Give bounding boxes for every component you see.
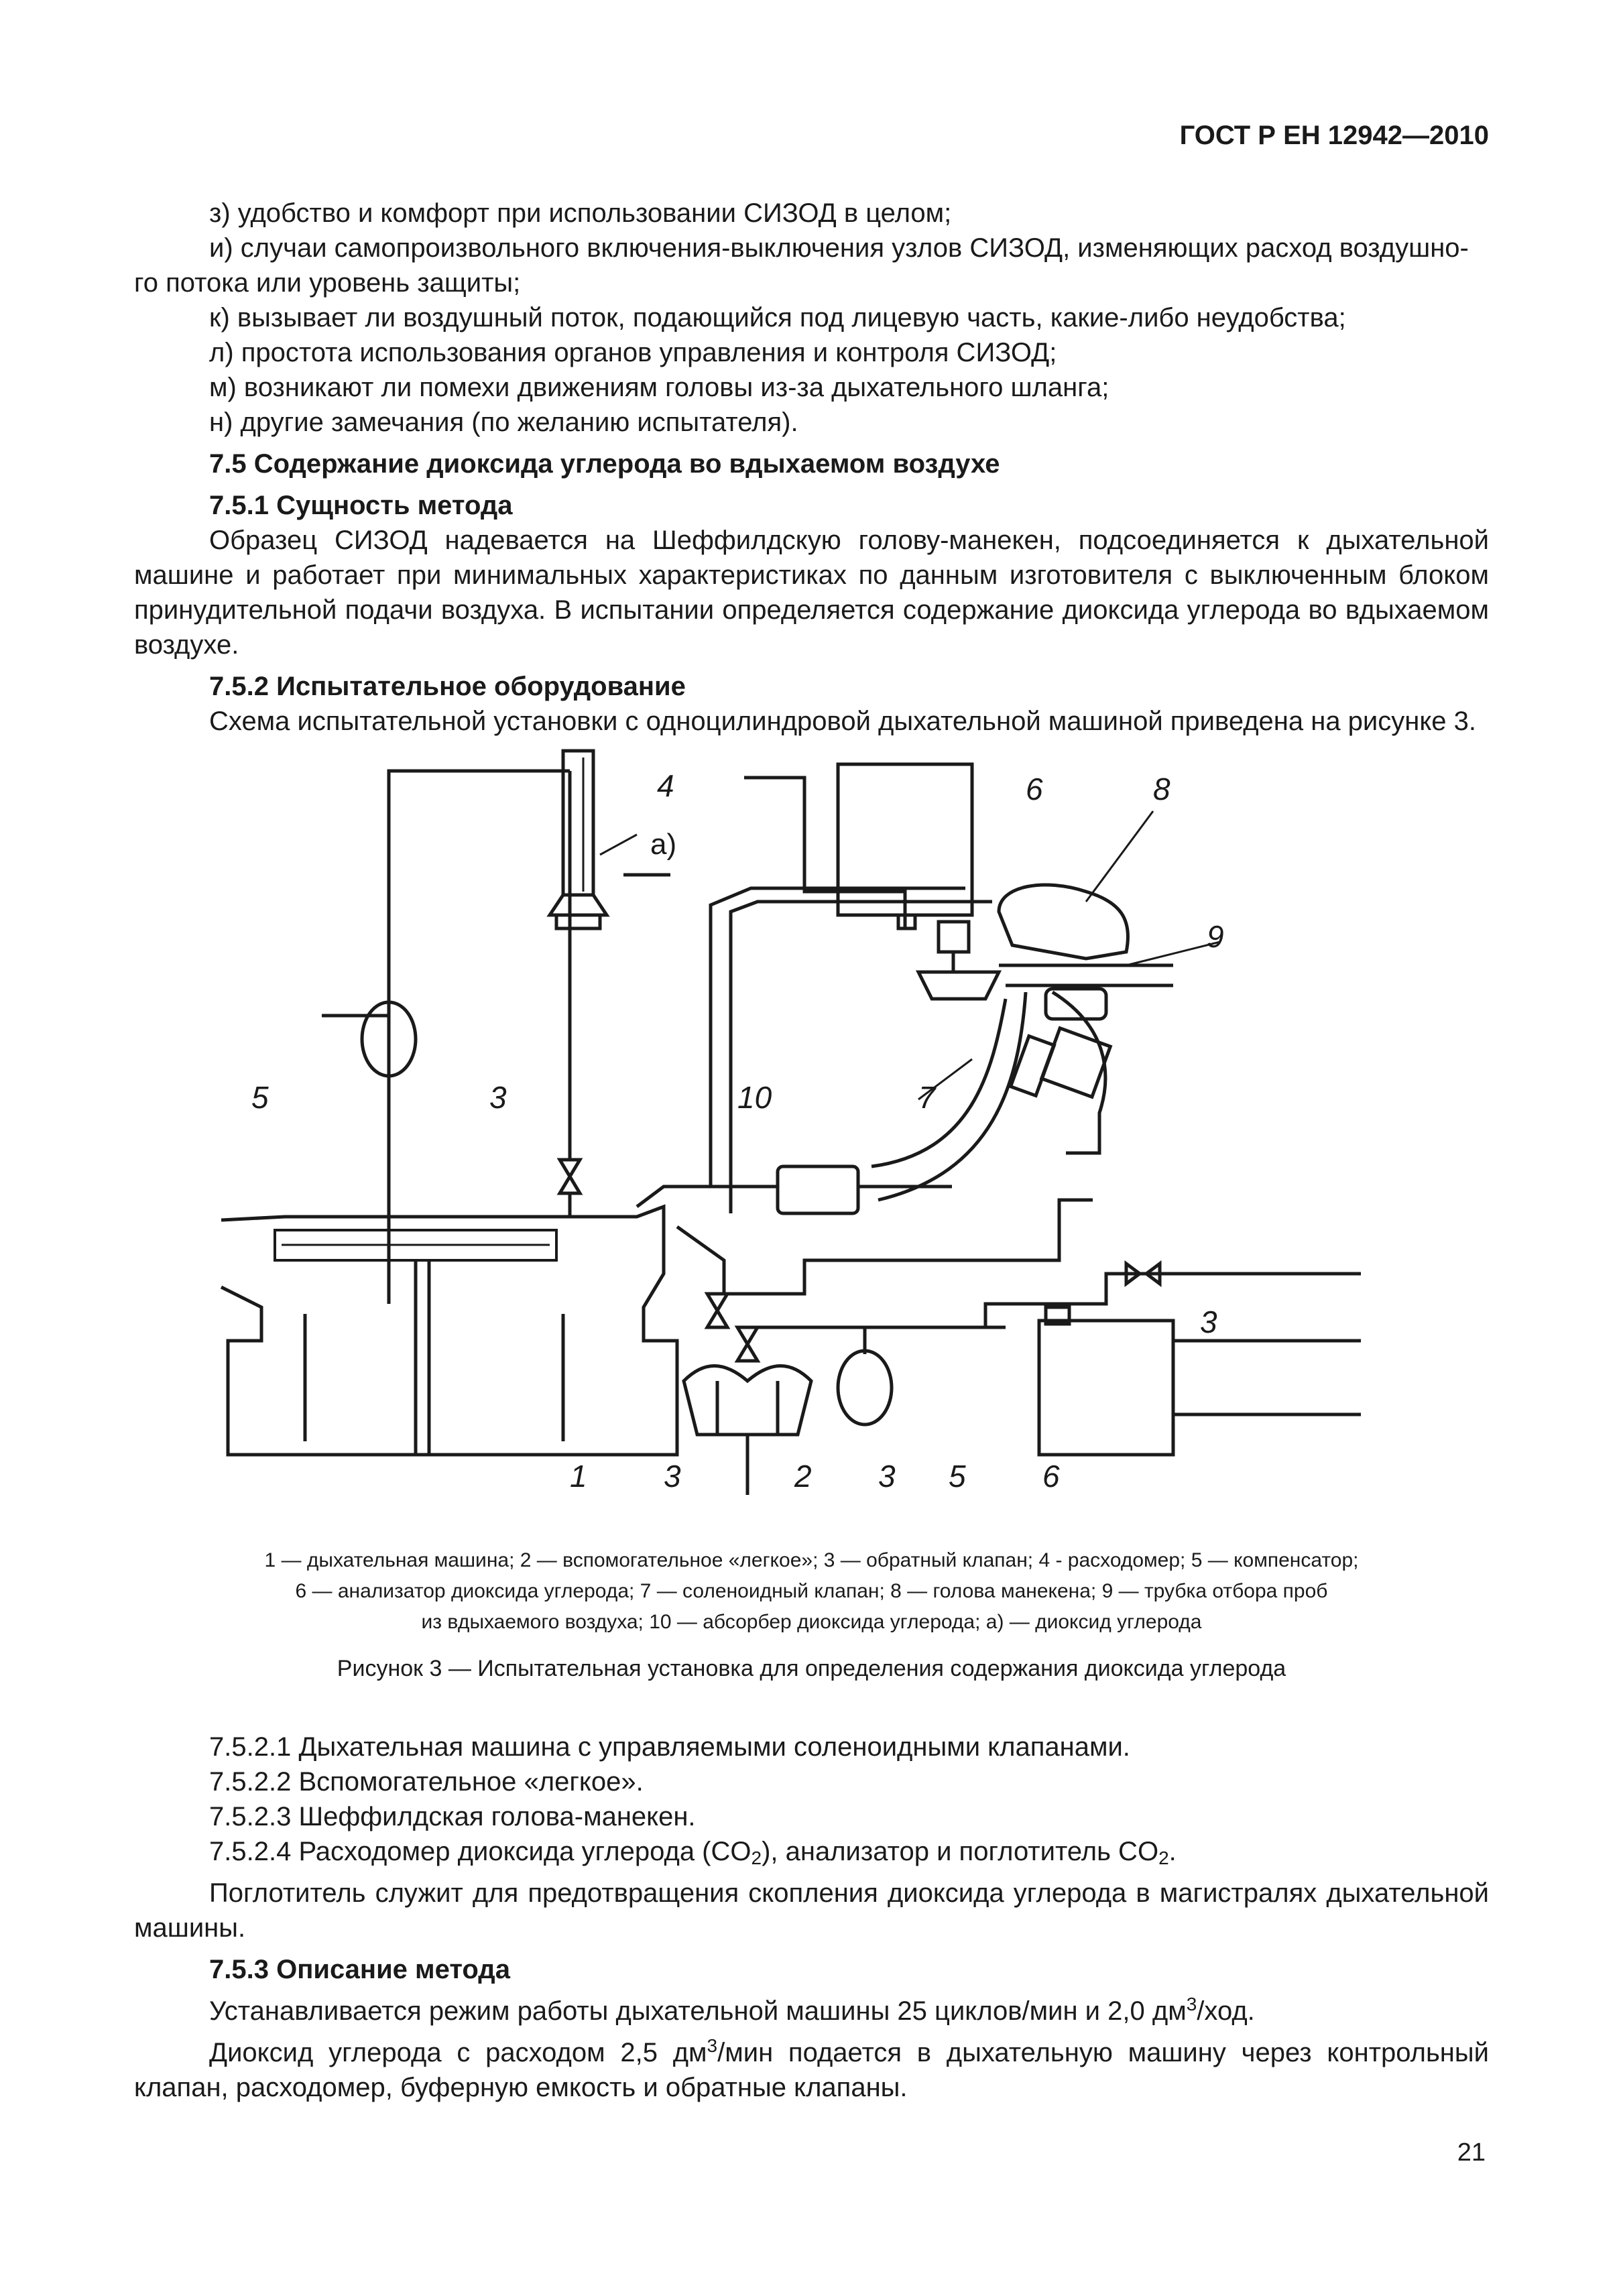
paragraph: Схема испытательной установки с одноцилиндровой дыхательной машиной приведена на рисунке 3. bbox=[209, 707, 1477, 736]
label-5-left: 5 bbox=[251, 1080, 269, 1115]
label-3-a: 3 bbox=[664, 1459, 681, 1494]
pipe-line bbox=[637, 888, 965, 1207]
page-number: 21 bbox=[1457, 2138, 1486, 2167]
label-2: 2 bbox=[794, 1459, 812, 1494]
dummy-head-8 bbox=[999, 885, 1128, 959]
label-6-top: 6 bbox=[1026, 772, 1043, 806]
list-item: 7.5.2.2 Вспомогательное «легкое». bbox=[209, 1767, 644, 1797]
text-block-bottom bbox=[134, 1730, 1489, 2105]
label-3-b: 3 bbox=[878, 1459, 896, 1494]
section-heading: 7.5 Содержание диоксида углерода во вдыхаемом воздухе bbox=[209, 449, 1000, 479]
label-a: а) bbox=[650, 828, 677, 861]
text-block-top bbox=[134, 196, 1489, 739]
label-9: 9 bbox=[1207, 919, 1224, 954]
document-header: ГОСТ Р ЕН 12942—2010 bbox=[1179, 121, 1489, 150]
label-4: 4 bbox=[657, 768, 674, 803]
list-item-cont: го потока или уровень защиты; bbox=[134, 268, 521, 298]
label-3-left: 3 bbox=[489, 1080, 507, 1115]
list-item: м) возникают ли помехи движениям головы из-за дыхательного шланга; bbox=[209, 373, 1109, 402]
paragraph: Устанавливается режим работы дыхательной машины 25 циклов/мин и 2,0 $дм^3$/ход. bbox=[209, 1994, 1255, 2026]
figure-title: Рисунок 3 — Испытательная установка для определения содержания диоксида углерода bbox=[337, 1656, 1286, 1681]
label-6-lower: 6 bbox=[1042, 1459, 1060, 1494]
paragraph: Образец СИЗОД надевается на Шеффилдскую голову-манекен, подсоединяется к дыхательной машине и работает при минимальных характеристиках по данным изготовителя с выключенным блоком принудительной подачи воздуха. В испытании определяется содержание диоксида углерода во вдыхаемом воздухе. bbox=[134, 526, 1489, 660]
paragraph: Поглотитель служит для предотвращения скопления диоксида углерода в магистралях дыхательной машины. bbox=[134, 1878, 1489, 1943]
list-item: 7.5.2.1 Дыхательная машина с управляемыми соленоидными клапанами. bbox=[209, 1732, 1130, 1762]
label-10: 10 bbox=[737, 1080, 772, 1115]
list-item: 7.5.2.4 Расходомер диоксида углерода $(CO_2)$, анализатор и поглотитель $CO_2$. bbox=[209, 1837, 1177, 1868]
label-3-right: 3 bbox=[1200, 1305, 1217, 1339]
solenoid-valve-7 bbox=[939, 922, 969, 952]
figure-legend-line: 6 — анализатор диоксида углерода; 7 — соленоидный клапан; 8 — голова манекена; 9 — трубка отбора проб bbox=[295, 1580, 1328, 1602]
list-item: 7.5.2.3 Шеффилдская голова-манекен. bbox=[209, 1802, 696, 1831]
subsection-heading: 7.5.2 Испытательное оборудование bbox=[209, 672, 686, 701]
compensator-5-lower bbox=[838, 1351, 892, 1425]
auxiliary-lung-2 bbox=[684, 1366, 811, 1435]
figure-3-diagram bbox=[134, 737, 1489, 1542]
paragraph: Диоксид углерода с расходом 2,5 $дм^3$/мин подается в дыхательную машину через контрольный клапан, расходомер, буферную емкость и обратные клапаны. bbox=[134, 2035, 1489, 2102]
flowmeter-base bbox=[550, 895, 607, 915]
figure-legend-line: из вдыхаемого воздуха; 10 — абсорбер диоксида углерода; а) — диоксид углерода bbox=[421, 1611, 1202, 1633]
list-item: з) удобство и комфорт при использовании СИЗОД в целом; bbox=[209, 198, 952, 228]
label-8: 8 bbox=[1153, 772, 1170, 806]
list-item: л) простота использования органов управления и контроля СИЗОД; bbox=[209, 338, 1057, 367]
co2-analyzer-6-lower bbox=[1039, 1321, 1173, 1455]
pipe-line bbox=[677, 1200, 1093, 1294]
list-item: н) другие замечания (по желанию испытателя). bbox=[209, 408, 798, 437]
list-item: и) случаи самопроизвольного включения-выключения узлов СИЗОД, изменяющих расход воздушно- bbox=[209, 233, 1469, 263]
label-5-lower: 5 bbox=[949, 1459, 966, 1494]
subsection-heading: 7.5.3 Описание метода bbox=[209, 1955, 510, 1984]
absorber-10 bbox=[778, 1166, 858, 1213]
subsection-heading: 7.5.1 Сущность метода bbox=[209, 491, 513, 520]
list-item: к) вызывает ли воздушный поток, подающийся под лицевую часть, какие-либо неудобства; bbox=[209, 303, 1346, 333]
label-1: 1 bbox=[570, 1459, 587, 1494]
figure-legend-line: 1 — дыхательная машина; 2 — вспомогательное «легкое»; 3 — обратный клапан; 4 - расходомер; 5 — компенсатор; bbox=[264, 1549, 1359, 1571]
label-7: 7 bbox=[918, 1080, 936, 1115]
